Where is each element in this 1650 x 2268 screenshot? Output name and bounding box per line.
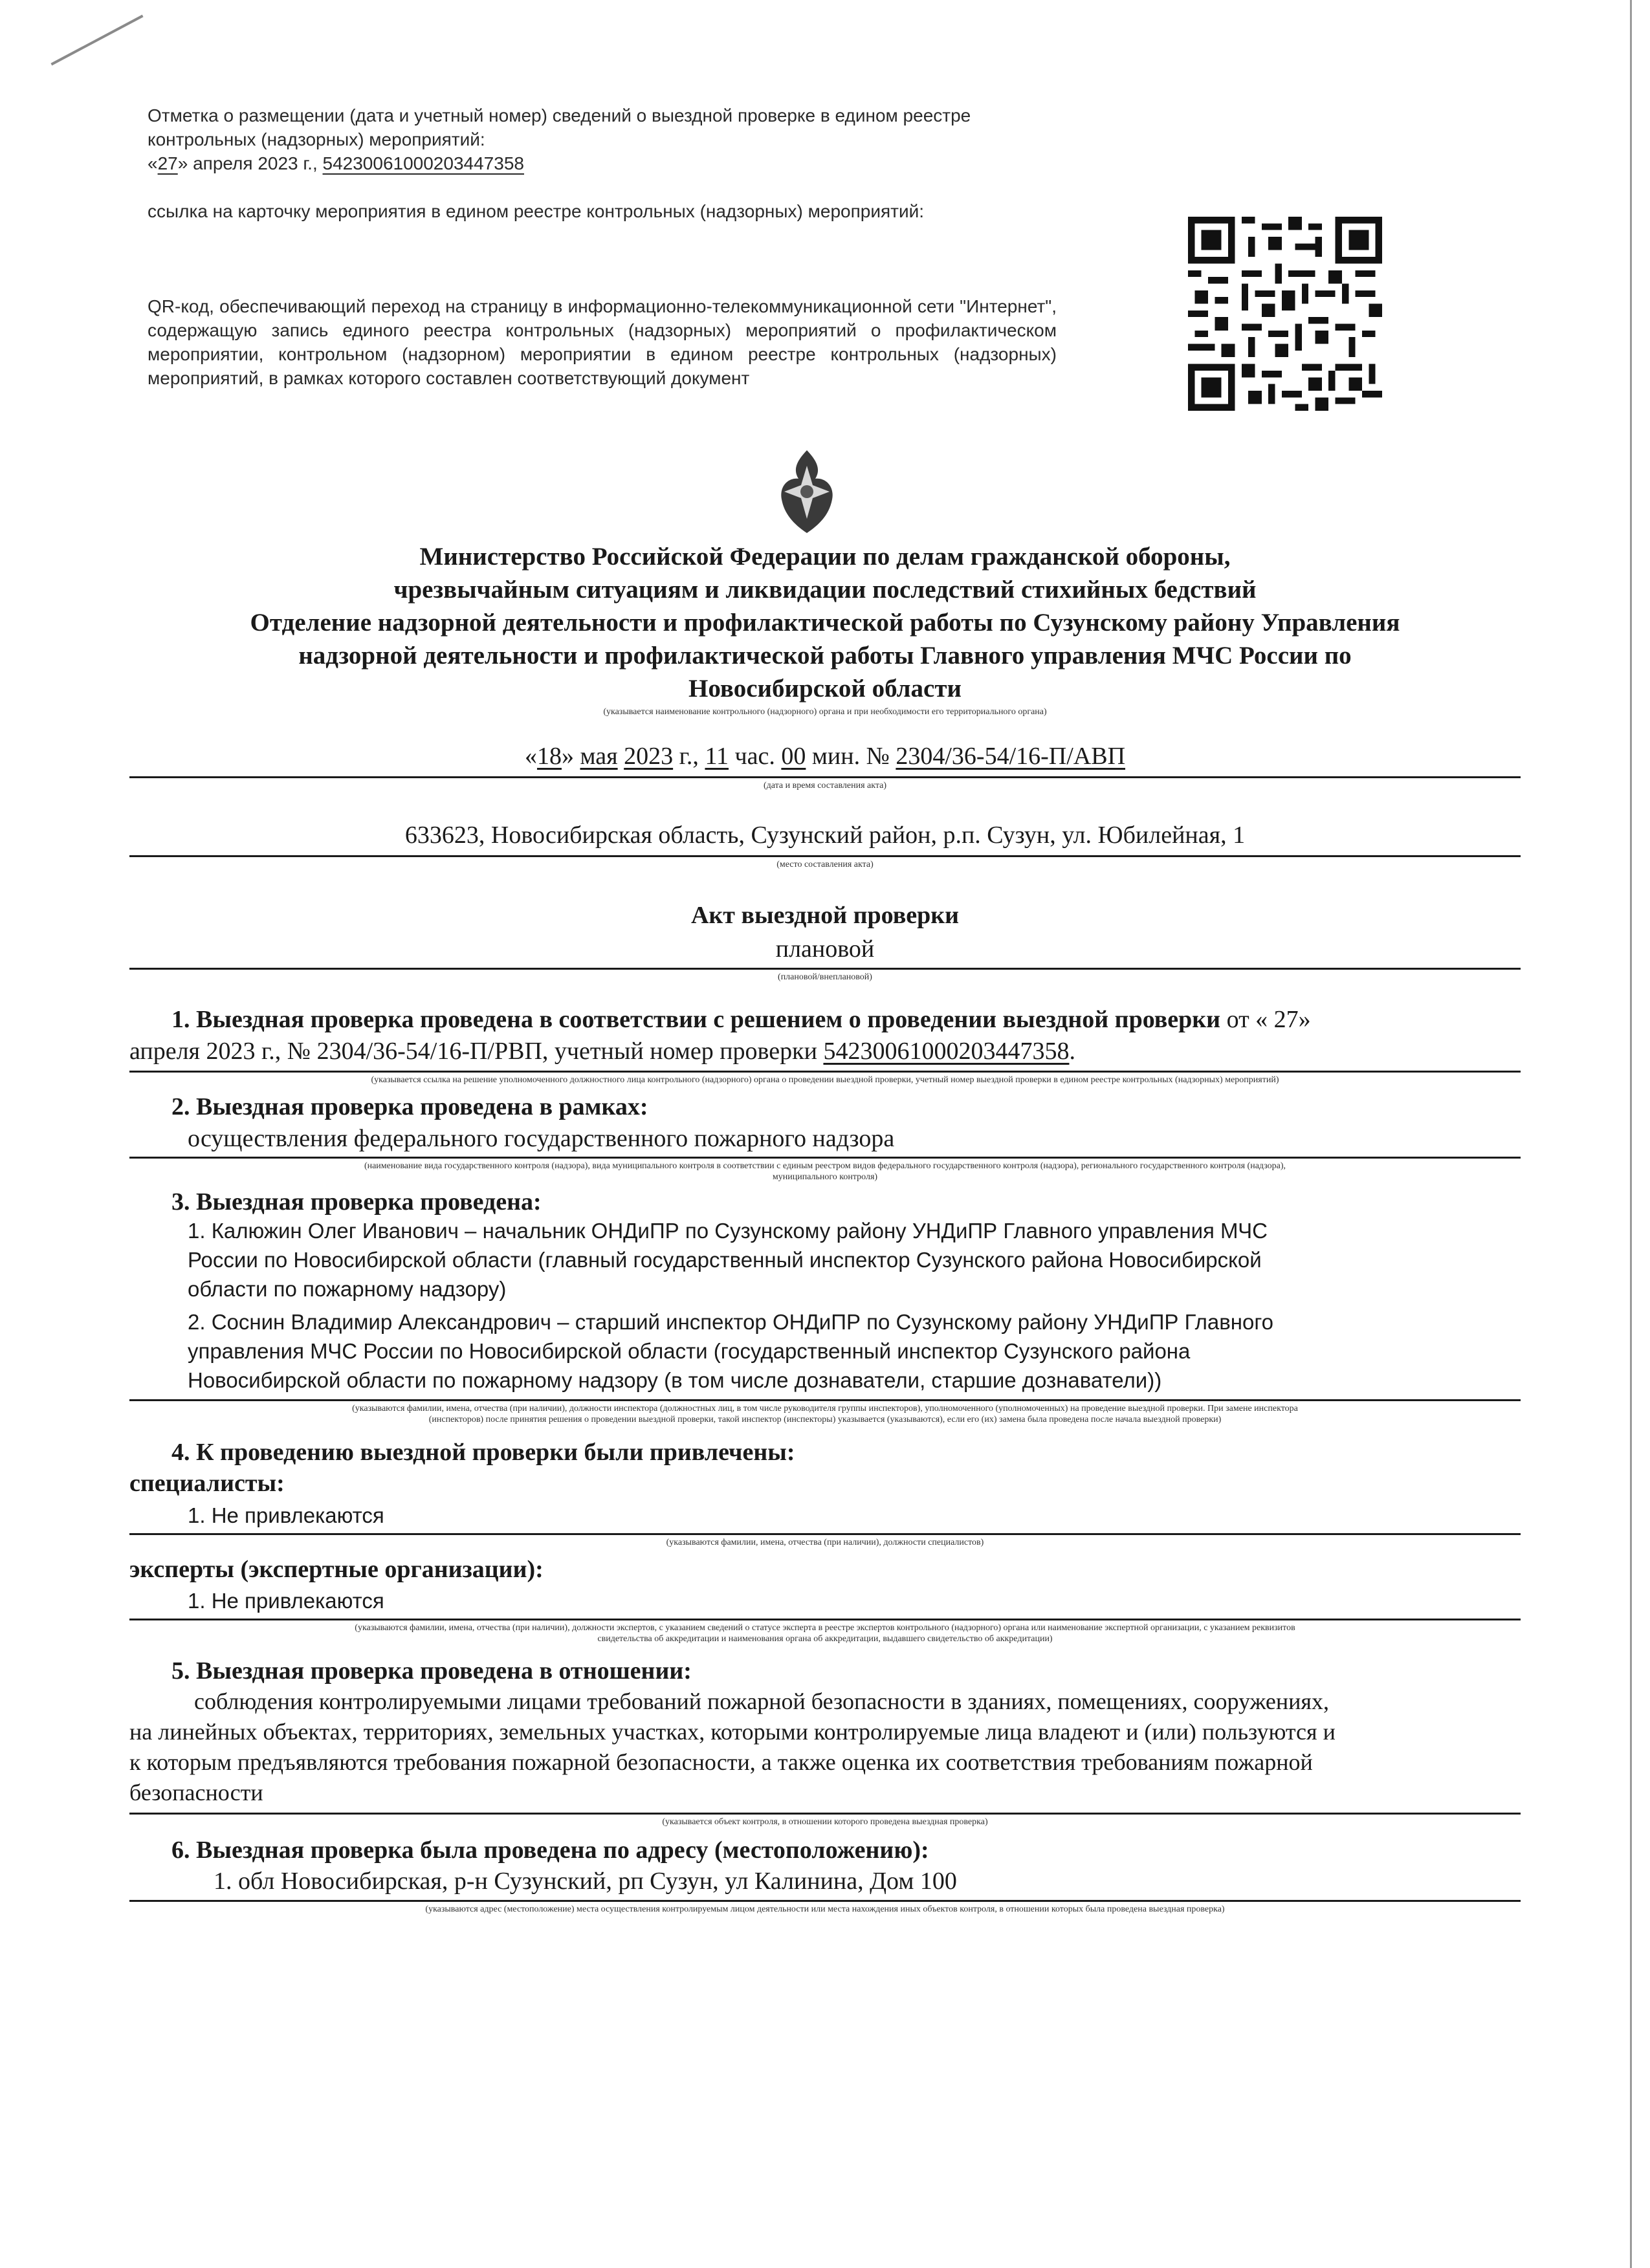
datetime-caption: (дата и время составления акта) <box>763 781 887 791</box>
section-2-caption-1: (наименование вида государственного контроля (надзора), вида муниципального контроля в соответствии с единым реестром видов федерального государственного контроля (надзора), регионального государственного контроля (надзора), <box>364 1161 1286 1171</box>
section-2-value: осуществления федерального государственного пожарного надзора <box>188 1125 895 1152</box>
specialists-caption: (указываются фамилии, имена, отчества (при наличии), должности специалистов) <box>666 1538 984 1547</box>
section-6-title: 6. Выездная проверка была проведена по адресу (местоположению): <box>171 1837 929 1864</box>
act-kind: плановой <box>775 935 875 963</box>
specialists-value: 1. Не привлекаются <box>188 1503 384 1527</box>
divider <box>129 968 1521 970</box>
divider <box>129 1619 1521 1620</box>
ministry-header <box>116 540 1534 705</box>
act-datetime: «18» мая 2023 г., 11 час. 00 мин. № 2304/36-54/16-П/АВП <box>524 743 1126 770</box>
section-1-line-2: апреля 2023 г., № 2304/36-54/16-П/РВП, учетный номер проверки 54230061000203447358. <box>129 1038 1075 1065</box>
act-number: 2304/36-54/16-П/АВП <box>896 743 1126 770</box>
section-3-title: 3. Выездная проверка проведена: <box>171 1188 542 1216</box>
section-2-title: 2. Выездная проверка проведена в рамках: <box>171 1093 648 1120</box>
divider <box>129 1157 1521 1159</box>
divider <box>129 1900 1521 1902</box>
specialists-label: специалисты: <box>129 1470 285 1497</box>
section-1-caption: (указывается ссылка на решение уполномоченного должностного лица контрольного (надзорного) органа о проведении выездной проверки, учетный номер выездной проверки в едином реестре контрольных (надзорных) мероприятий) <box>371 1075 1279 1085</box>
divider <box>129 1399 1521 1401</box>
divider <box>129 1533 1521 1535</box>
section-1-line-1: 1. Выездная проверка проведена в соответствии с решением о проведении выездной проверки от « 27» <box>171 1006 1311 1033</box>
section-5-caption: (указывается объект контроля, в отношении которого проведена выездная проверка) <box>662 1817 988 1827</box>
qr-description: QR-код, обеспечивающий переход на страницу в информационно-телекоммуникационной сети "Интернет", содержащую запись единого реестра контрольных (надзорных) мероприятий о профилактическом мероприятии, контрольном (надзорном) мероприятии в едином реестре контрольных (надзорных) мероприятий, в рамках которого составлен соответствующий документ <box>148 296 1057 388</box>
registry-header <box>148 104 1053 223</box>
ministry-line-5: Новосибирской области <box>688 675 962 703</box>
section-2-caption-2: муниципального контроля) <box>772 1172 878 1182</box>
section-3-caption-1: (указываются фамилии, имена, отчества (при наличии), должности инспектора (должностных лиц, в том числе руководителя группы инспекторов), уполномоченного (уполномоченных) на проведение выездной проверки. При замене инспектора <box>352 1404 1298 1413</box>
scan-mark <box>50 15 143 66</box>
registry-mark-label: Отметка о размещении (дата и учетный номер) сведений о выездной проверке в едином реестре контрольных (надзорных) мероприятий: <box>148 105 971 149</box>
qr-code-icon[interactable] <box>1188 217 1382 411</box>
act-title: Акт выездной проверки <box>690 902 960 929</box>
experts-caption-1: (указываются фамилии, имена, отчества (при наличии), должности экспертов, с указанием сведений о статусе эксперта в реестре экспертов контрольного (надзорного) органа или наименование экспертной организации, с указанием реквизитов <box>355 1623 1295 1633</box>
registry-link-label: ссылка на карточку мероприятия в едином реестре контрольных (надзорных) мероприятий: <box>148 201 925 221</box>
experts-value: 1. Не привлекаются <box>188 1589 384 1613</box>
ministry-line-3: Отделение надзорной деятельности и профилактической работы по Сузунскому району Управления <box>250 609 1400 637</box>
section-5-text: соблюдения контролируемыми лицами требований пожарной безопасности в зданиях, помещениях, сооружениях, на линейных объектах, территориях, земельных участках, которыми контролируемые лица владеют и (или) пользуются и к которым предъявляются требования пожарной безопасности, а также оценка их соответствия требованиям пожарной безопасности <box>129 1688 1336 1805</box>
experts-caption-2: свидетельства об аккредитации и наименования органа об аккредитации, выдавшего свидетельство об аккредитации) <box>597 1634 1053 1644</box>
divider <box>129 855 1521 857</box>
divider <box>129 776 1521 778</box>
ministry-line-2: чрезвычайным ситуациям и ликвидации последствий стихийных бедствий <box>393 576 1257 604</box>
act-place: 633623, Новосибирская область, Сузунский район, р.п. Сузун, ул. Юбилейная, 1 <box>404 822 1246 849</box>
ministry-caption: (указывается наименование контрольного (надзорного) органа и при необходимости его территориального органа) <box>603 707 1047 717</box>
page-edge <box>1630 0 1632 2268</box>
experts-label: эксперты (экспертные организации): <box>129 1556 544 1583</box>
section-4-title: 4. К проведению выездной проверки были привлечены: <box>171 1439 795 1466</box>
check-number: 54230061000203447358 <box>823 1038 1070 1065</box>
section-6-value: 1. обл Новосибирская, р-н Сузунский, рп Сузун, ул Калинина, Дом 100 <box>214 1868 957 1895</box>
section-6-caption: (указываются адрес (местоположение) места осуществления контролируемым лицом деятельности или места нахождения иных объектов контроля, в отношении которых была проведена выездная проверка) <box>425 1904 1225 1914</box>
place-caption: (место составления акта) <box>776 860 874 869</box>
inspector-2: 2. Соснин Владимир Александрович – старший инспектор ОНДиПР по Сузунскому району УНДиПР Главного управления МЧС России по Новосибирской области (государственный инспектор Сузунского района Новосибирской области по пожарному надзору (в том числе дознаватели, старшие дознаватели)) <box>188 1310 1273 1392</box>
act-kind-caption: (плановой/внеплановой) <box>778 972 872 982</box>
inspector-1: 1. Калюжин Олег Иванович – начальник ОНДиПР по Сузунскому району УНДиПР Главного управления МЧС России по Новосибирской области (главный государственный инспектор Сузунского района Новосибирской области по пожарному надзору) <box>188 1219 1268 1301</box>
ministry-line-1: Министерство Российской Федерации по делам гражданской обороны, <box>419 543 1231 571</box>
registry-number: 54230061000203447358 <box>322 153 524 173</box>
divider <box>129 1813 1521 1815</box>
section-5-title: 5. Выездная проверка проведена в отношении: <box>171 1657 692 1685</box>
section-3-caption-2: (инспекторов) после принятия решения о проведении выездной проверки, такой инспектор (инспекторы) указывается (указываются), если его (их) замена была проведена после начала выездной проверки) <box>428 1415 1222 1424</box>
mchs-emblem-icon <box>770 446 844 537</box>
divider <box>129 1071 1521 1073</box>
ministry-line-4: надзорной деятельности и профилактической работы Главного управления МЧС России по <box>298 642 1352 670</box>
registry-mark-date: «27» апреля 2023 г., 54230061000203447358 <box>148 153 524 173</box>
